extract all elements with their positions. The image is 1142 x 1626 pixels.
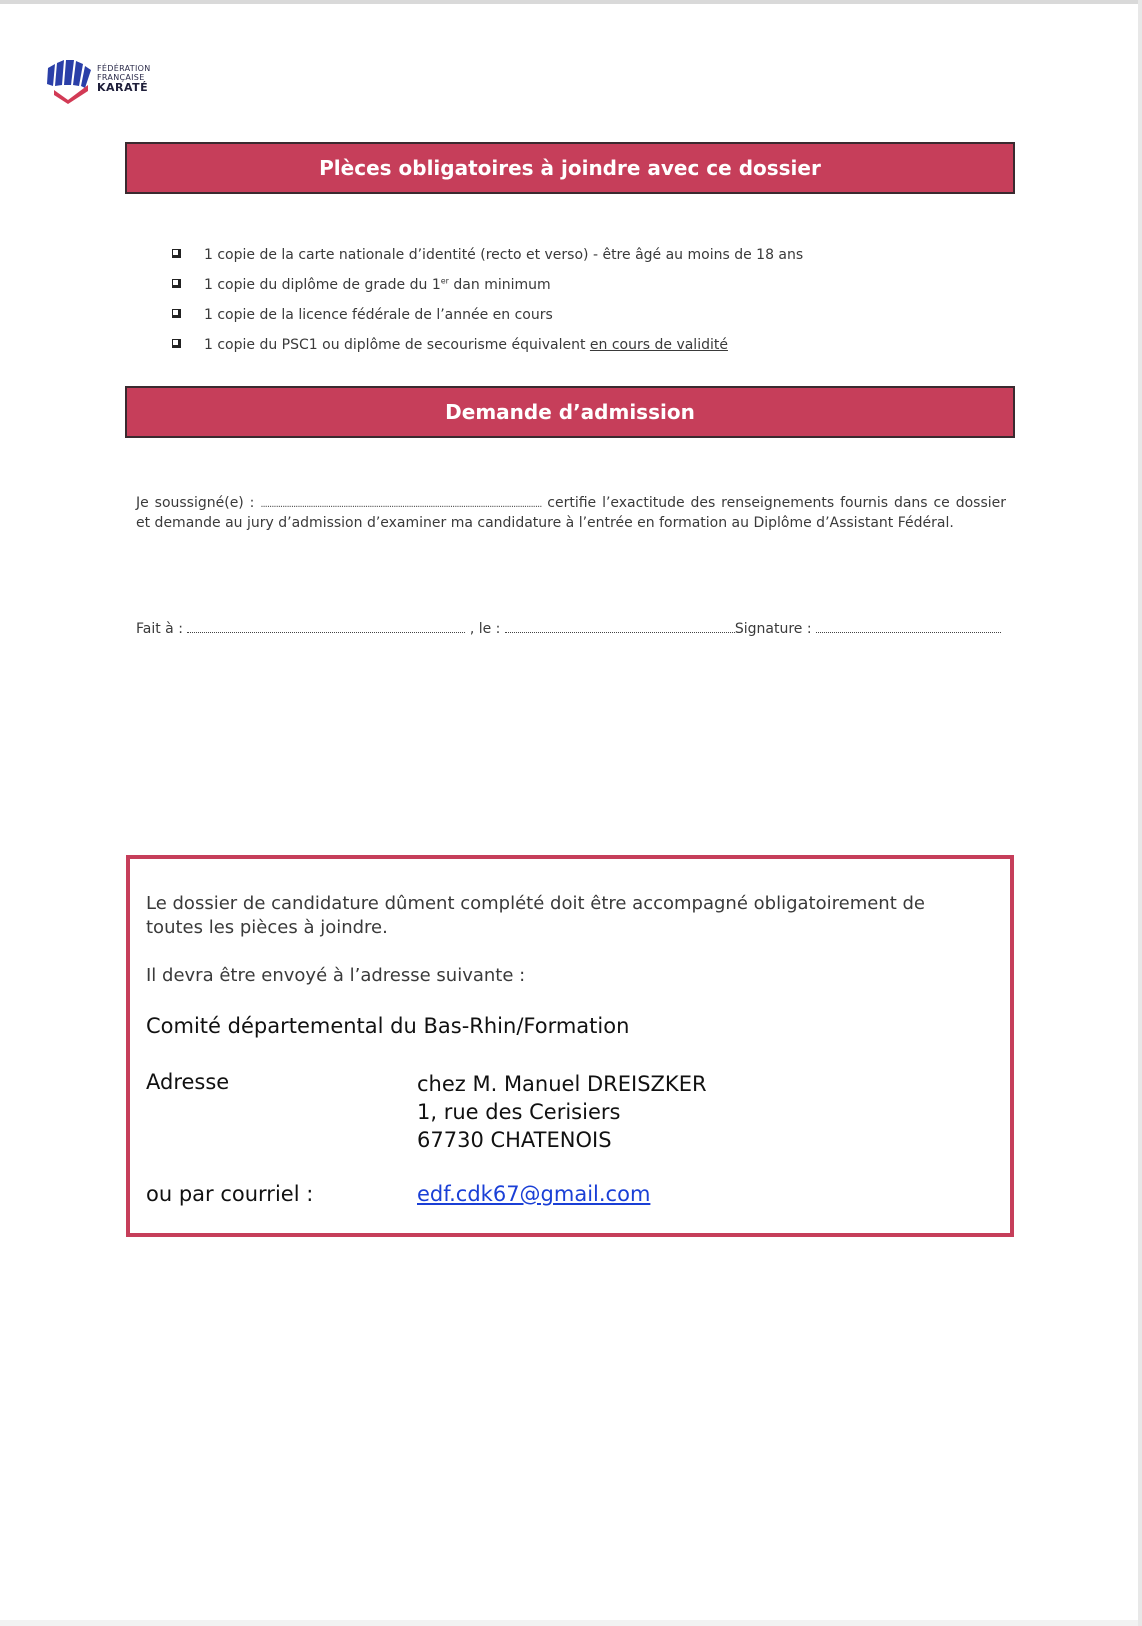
list-item-text: 1 copie de la licence fédérale de l’année en cours [204, 307, 553, 323]
address-label: Adresse [146, 1070, 230, 1094]
list-item [172, 240, 992, 270]
organization-name: Comité départemental du Bas-Rhin/Formation [146, 1014, 630, 1038]
address-line: 1, rue des Cerisiers [417, 1100, 621, 1124]
signature-line [136, 621, 1006, 637]
required-documents-list [172, 240, 992, 360]
address-line: chez M. Manuel DREISZKER [417, 1072, 707, 1096]
date-label: , le : [469, 621, 501, 637]
place-fill-line[interactable] [187, 621, 465, 633]
logo-line-1: FÉDÉRATION [97, 64, 151, 73]
checkbox-icon[interactable] [172, 309, 181, 318]
signature-fill-line[interactable] [816, 621, 1001, 633]
required-documents-heading: Plèces obligatoires à joindre avec ce dossier [125, 142, 1015, 194]
logo-line-2: FRANÇAISE [97, 73, 145, 82]
federation-logo [44, 58, 164, 108]
checkbox-icon[interactable] [172, 339, 181, 348]
signature-label: Signature : [734, 621, 812, 637]
declaration-start: Je soussigné(e) : [136, 495, 261, 511]
checkbox-icon[interactable] [172, 249, 181, 258]
document-page [0, 4, 1138, 1620]
checkbox-icon[interactable] [172, 279, 181, 288]
superscript: er [440, 276, 449, 286]
date-fill-line[interactable] [505, 621, 735, 633]
name-fill-line[interactable]: ................................................................................................................................. [260, 499, 542, 510]
list-item-text: 1 copie de la carte nationale d’identité (recto et verso) - être âgé au moins de 18 ans [204, 247, 804, 263]
send-to-text: Il devra être envoyé à l’adresse suivante : [146, 965, 526, 986]
list-item-text [204, 270, 551, 300]
underlined-text: en cours de validité [589, 337, 728, 353]
logo-text [97, 64, 150, 94]
page-edge-shadow [1138, 0, 1142, 1626]
list-item [172, 300, 992, 330]
email-label: ou par courriel : [146, 1182, 314, 1206]
postal-address [417, 1070, 707, 1154]
karate-federation-logo-icon [44, 58, 94, 104]
list-item-text-part: 1 copie du PSC1 ou diplôme de secourisme équivalent [204, 337, 590, 353]
declaration-paragraph [136, 494, 1006, 533]
list-item-text-part: 1 copie du diplôme de grade du 1 [204, 277, 441, 293]
place-label: Fait à : [136, 621, 183, 637]
submission-info-box [126, 855, 1014, 1237]
list-item [172, 270, 992, 300]
logo-line-3: KARATÉ [97, 81, 149, 94]
address-line: 67730 CHATENOIS [417, 1128, 612, 1152]
list-item-text-part: dan minimum [448, 277, 551, 293]
admission-heading: Demande d’admission [125, 386, 1015, 438]
list-item-text [204, 330, 728, 360]
list-item [172, 330, 992, 360]
email-link[interactable]: edf.cdk67@gmail.com [417, 1182, 651, 1206]
declaration-rest: certifie l’exactitude des renseignements fournis dans ce dossier et demande au jury d’admission d’examiner ma candidature à l’entrée en formation au Diplôme d’Assistant Fédéral. [136, 495, 1006, 531]
info-paragraph: Le dossier de candidature dûment complété doit être accompagné obligatoirement de toutes les pièces à joindre. [146, 893, 925, 938]
